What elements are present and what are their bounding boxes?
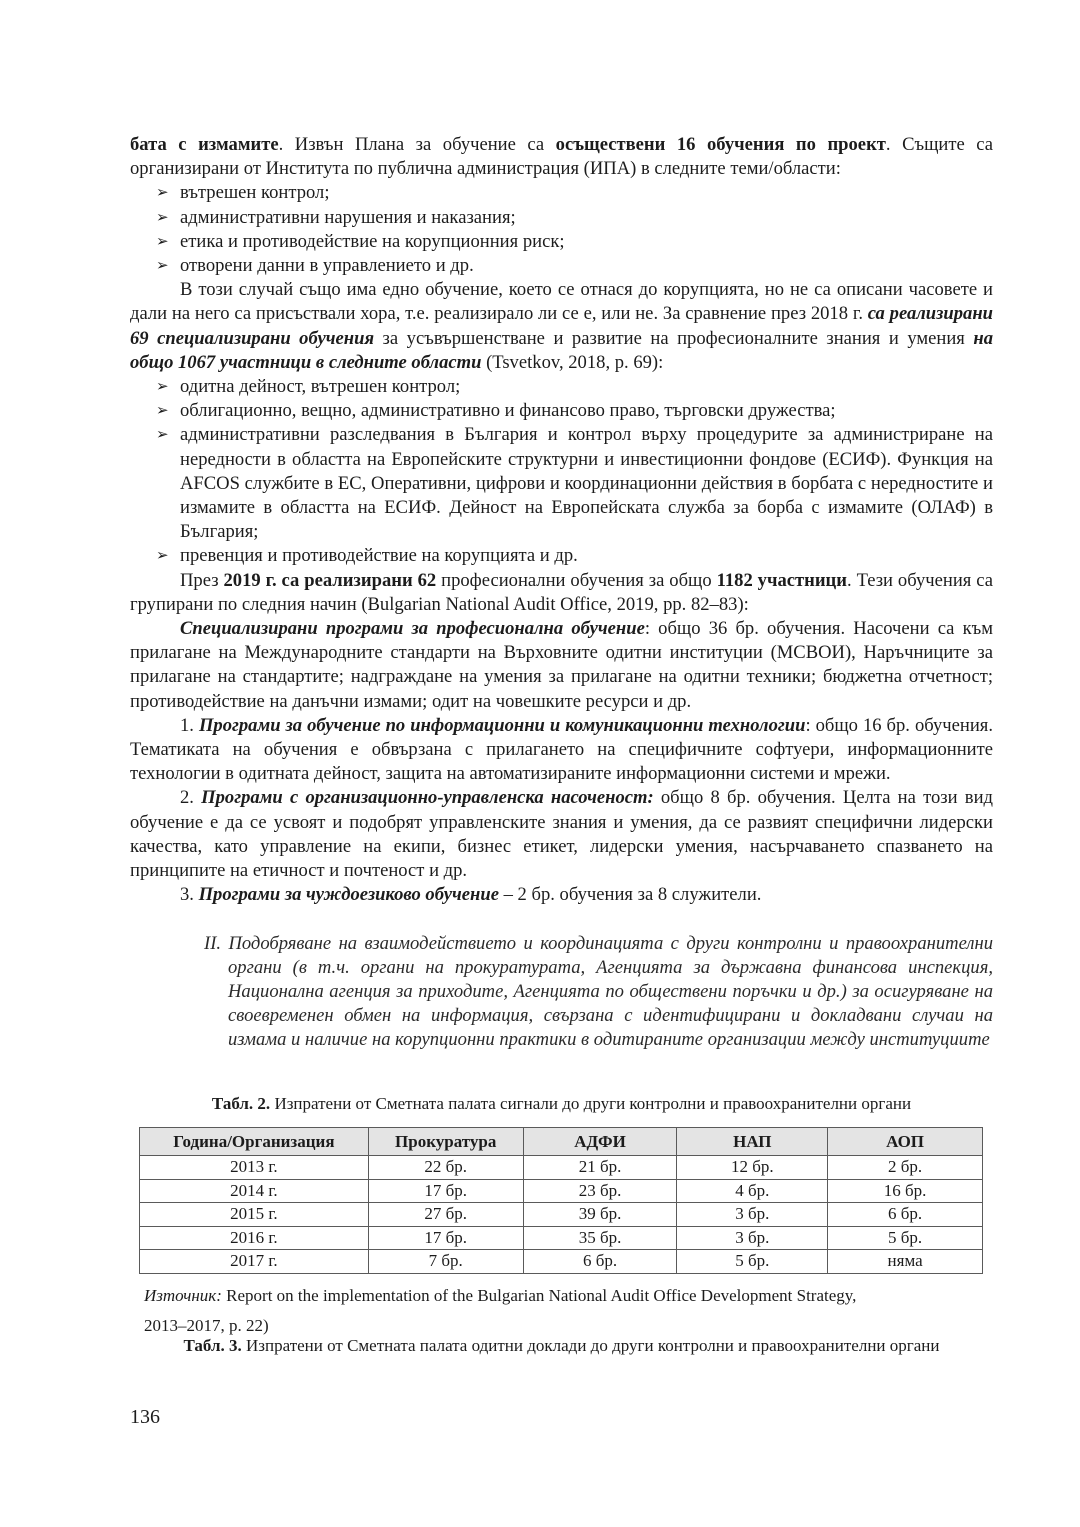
table-row [140,1226,983,1250]
caption-text: Изпратени от Сметната палата сигнали до други контролни и правоохранителни органи [270,1094,912,1113]
list-item-text: одитна дейност, вътрешен контрол; [180,376,461,398]
table-header-row [140,1128,983,1156]
paragraph-1 [130,133,993,181]
column-header-aop: АОП [828,1128,983,1156]
caption-label: Табл. 3. [183,1336,242,1355]
table-cell: 6 бр. [523,1250,677,1274]
table-cell: 39 бр. [523,1203,677,1227]
list-item [156,423,993,544]
text: . Същите са организирани от Института по публична администрация (ИПА) в следните теми/области: [130,134,994,180]
bold-italic-text: Програми за обучение по информационни и комуникационни технологии [198,714,806,736]
list-item-text: етика и противодействие на корупционния риск; [180,230,565,252]
table-cell: 2016 г. [140,1226,369,1250]
arrow-bullet-icon: ➢ [156,403,169,420]
table-cell: 2013 г. [140,1156,369,1180]
caption-label: Табл. 2. [211,1094,271,1113]
arrow-bullet-icon: ➢ [156,209,169,226]
table-2-caption [130,1094,993,1114]
paragraph-2 [130,278,993,375]
item-number: 2. [180,787,202,809]
item-number: 1. [180,714,199,736]
section-heading-ii: II. Подобряване на взаимодействието и координацията с други контролни и правоохранителни органи (в т.ч. органи на прокуратурата, Агенцията за държавна финансова инспекция, Национална агенция за приходите, Агенцията по обществени поръчки и др.) за осигуряване на своевременен обмен на информация, свързана с идентифицирани и докладвани случаи на измама и наличие на корупционни практики в одитираните организации между институциите [204,932,993,1051]
paragraph-7 [130,883,993,907]
bold-italic-text: Програми за чуждоезиково обучение [198,884,499,906]
text: В този случай също има едно обучение, което се отнася до корупцията, но не са описани часовете и дали на него са присъствали хора, т.е. реализирало ли се е, или не. За сравнение през 2018 г. [130,279,993,325]
table-cell: 2 бр. [828,1156,983,1180]
source-label: Източник: [144,1286,222,1305]
arrow-bullet-icon: ➢ [156,427,169,444]
table-row [140,1179,983,1203]
column-header-nap: НАП [677,1128,828,1156]
bold-text: бата с измамите [130,134,279,155]
text: : общо 36 бр. обучения. Насочени са към прилагане на Международните стандарти на Върховните одитни институции (МСВОИ), Наръчниците за прилагане на стандартите; надграждане на умения за прилагане на одитни техники; бюджетна отчетност; противодействие на данъчни измами; одит на човешките ресурси и др. [130,618,994,712]
text: общо 8 бр. обучения. Целта на този вид обучение е да се усвоят и подобрят управленските знания и умения, да се развият специфични лидерски качества, като управление на екипи, бизнес етикет, лидерски умения, насърчаването спазването на принципите на етичност и почтеност и др. [130,787,993,882]
text: През [180,569,224,591]
text: за усъвършенстване и развитие на професионалните знания и умения [374,327,974,349]
arrow-bullet-icon: ➢ [156,185,169,202]
list-item [156,206,993,230]
list-item [156,375,993,399]
bold-italic-text: Програми с организационно-управленска насоченост: [201,787,654,809]
source-line-1 [144,1281,994,1311]
list-item [156,399,993,423]
table-cell: 5 бр. [677,1250,828,1274]
table-cell: 17 бр. [368,1226,523,1250]
table-cell: 23 бр. [523,1179,677,1203]
table-row [140,1250,983,1274]
page-number: 136 [130,1406,160,1428]
text: професионални обучения за общо [436,569,717,591]
table-cell: 21 бр. [523,1156,677,1180]
source-text: Report on the implementation of the Bulgarian National Audit Office Development Strategy, [221,1286,857,1305]
bold-italic-text: на общо 1067 участници в следните области [130,327,993,373]
table-cell: 7 бр. [368,1250,523,1274]
table-cell: 35 бр. [523,1226,677,1250]
source-line-2: 2013–2017, p. 22) [144,1316,269,1335]
arrow-bullet-icon: ➢ [156,233,169,250]
list-item [156,181,993,205]
bold-text: осъществени 16 обучения по проект [555,134,886,155]
paragraph-6 [130,786,993,883]
table-cell: 3 бр. [677,1226,828,1250]
bold-italic-text: са реализирани 69 специализирани обучения [130,303,993,349]
topics-list-2018 [130,375,993,569]
table-cell: 27 бр. [368,1203,523,1227]
table-cell: 2015 г. [140,1203,369,1227]
list-item [156,544,993,568]
text: (Tsvetkov, 2018, p. 69): [481,351,664,373]
table-cell: 5 бр. [828,1226,983,1250]
table-2 [139,1127,983,1274]
arrow-bullet-icon: ➢ [156,379,169,396]
table-2-source [144,1281,994,1341]
table-cell: 12 бр. [677,1156,828,1180]
table-3-caption [130,1336,993,1356]
table-cell: 2017 г. [140,1250,369,1274]
bold-text: 1182 участници [716,569,847,591]
list-item [156,230,993,254]
column-header-adfi: АДФИ [523,1128,677,1156]
topics-list-ipa [130,181,993,278]
page-body [130,133,993,1053]
table-cell: 4 бр. [677,1179,828,1203]
item-number: 3. [180,884,199,906]
paragraph-4 [130,617,993,714]
text: : общо 16 бр. обучения. Тематиката на обучения е обвързана с прилагането на специфичните софтуери, информационните технологии в одитната дейност, защита на автоматизираните информационни системи и мрежи. [130,714,994,785]
table-cell: 22 бр. [368,1156,523,1180]
list-item-text: административни разследвания в България и контрол върху процедурите за администриране на нередности в областта на Европейските структурни и инвестиционни фондове (ЕСИФ). Функция на AFCOS службите в ЕС, Оперативни, цифрови и координационни действия в борбата с нередностите и измамите в областта на ЕСИФ. Дейност на Европейската служба за борба с измамите (ОЛАФ) в България; [180,424,993,543]
text: . Тези обучения са групирани по следния начин (Bulgarian National Audit Office, 2019, pp. 82–83): [130,569,993,615]
table-row [140,1156,983,1180]
table-cell: 16 бр. [828,1179,983,1203]
column-header-prosecution: Прокуратура [368,1128,523,1156]
list-item [156,254,993,278]
paragraph-3 [130,569,993,617]
table-cell: няма [828,1250,983,1274]
table-row [140,1203,983,1227]
caption-text: Изпратени от Сметната палата одитни доклади до други контролни и правоохранителни органи [241,1336,940,1355]
text: . Извън Плана за обучение са [278,134,556,155]
bold-italic-text: Специализирани програми за професионална обучение [180,618,645,640]
paragraph-5 [130,714,993,787]
arrow-bullet-icon: ➢ [156,258,169,275]
table-cell: 17 бр. [368,1179,523,1203]
list-item-text: отворени данни в управлението и др. [180,255,474,277]
bold-text: 2019 г. са реализирани 62 [223,569,437,591]
text: – 2 бр. обучения за 8 служители. [498,884,762,906]
list-item-text: вътрешен контрол; [180,182,330,204]
list-item-text: облигационно, вещно, административно и финансово право, търговски дружества; [180,400,836,422]
column-header-year: Година/Организация [140,1128,369,1156]
table-cell: 2014 г. [140,1179,369,1203]
table-cell: 3 бр. [677,1203,828,1227]
table-cell: 6 бр. [828,1203,983,1227]
list-item-text: административни нарушения и наказания; [180,206,516,228]
arrow-bullet-icon: ➢ [156,548,169,565]
list-item-text: превенция и противодействие на корупцията и др. [180,545,578,567]
